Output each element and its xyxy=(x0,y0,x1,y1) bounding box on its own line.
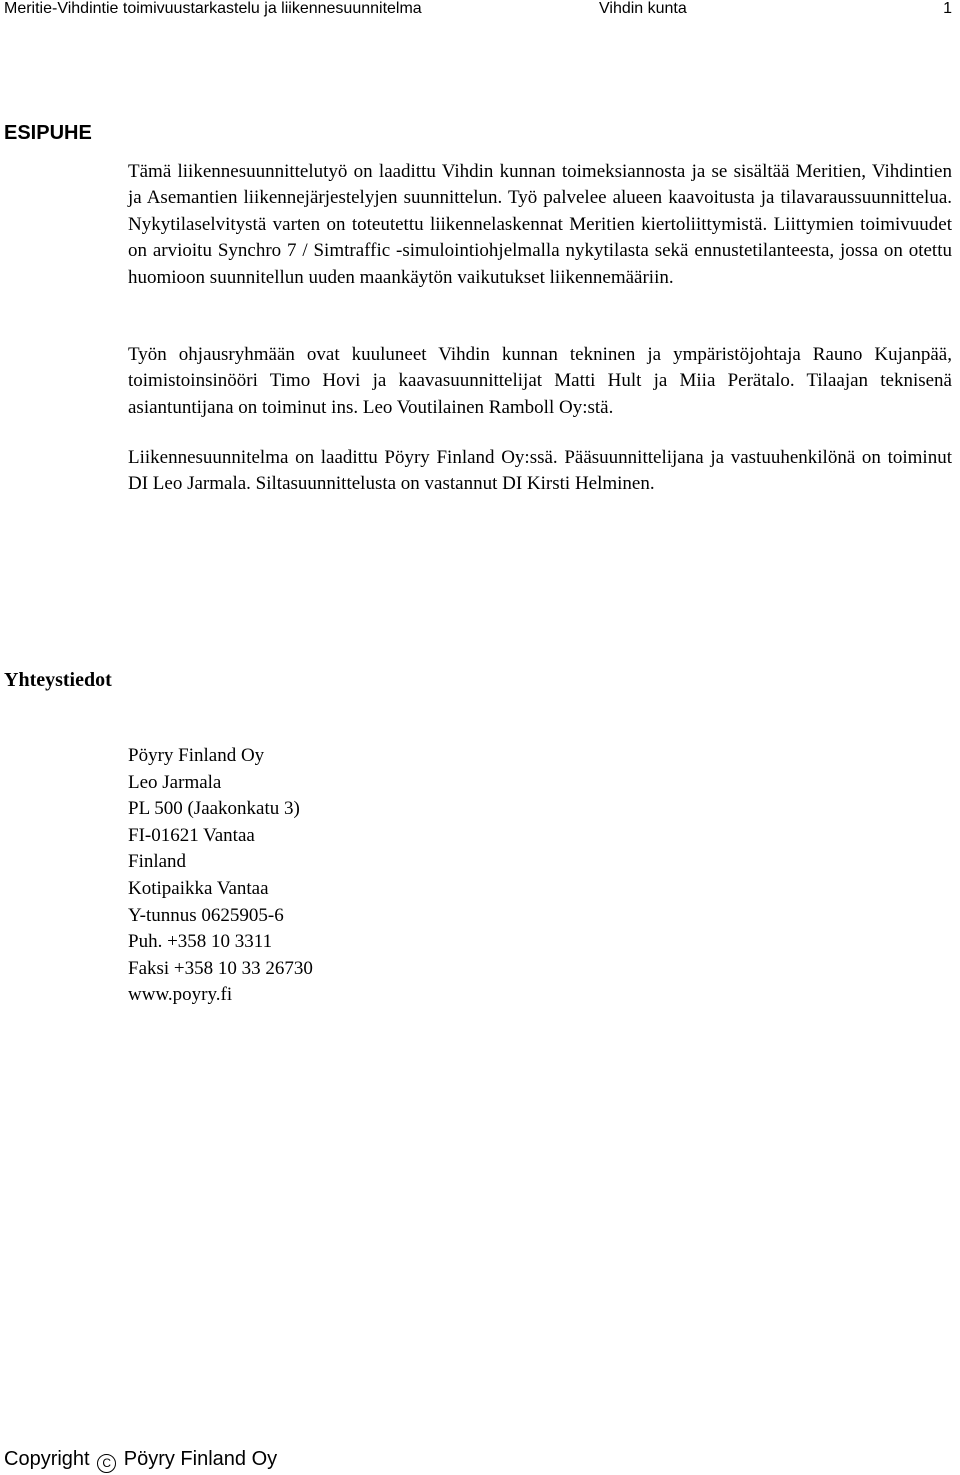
preface-paragraph-3: Liikennesuunnitelma on laadittu Pöyry Finland Oy:ssä. Pääsuunnittelijana ja vastuuhenkilönä on toiminut DI Leo Jarmala. Siltasuunnittelusta on vastannut DI Kirsti Helminen. xyxy=(128,447,952,495)
contact-person: Leo Jarmala xyxy=(128,771,222,793)
document-title: Meritie-Vihdintie toimivuustarkastelu ja liikennesuunnitelma xyxy=(4,0,422,17)
copyright-icon: C xyxy=(97,1454,116,1473)
contact-domicile: Kotipaikka Vantaa xyxy=(128,877,269,899)
contact-fax: Faksi +358 10 33 26730 xyxy=(128,957,313,979)
contact-details xyxy=(128,743,313,1009)
contacts-heading: Yhteystiedot xyxy=(4,669,112,691)
preface-paragraph-2: Työn ohjausryhmään ovat kuuluneet Vihdin kunnan tekninen ja ympäristöjohtaja Rauno Kujanpää, toimistoinsinööri Timo Hovi ja kaavasuunnittelijat Matti Hult ja Miia Perätalo. Tilaajan teknisenä asiantuntijana on toiminut ins. Leo Voutilainen Ramboll Oy:stä. xyxy=(128,344,952,418)
contact-company: Pöyry Finland Oy xyxy=(128,745,265,766)
contact-postal-address: PL 500 (Jaakonkatu 3) xyxy=(128,798,300,820)
preface-heading: ESIPUHE xyxy=(4,122,92,144)
copyright-holder: Pöyry Finland Oy xyxy=(123,1448,278,1470)
page-number: 1 xyxy=(943,0,952,17)
contact-phone: Puh. +358 10 3311 xyxy=(128,931,273,953)
contact-business-id: Y-tunnus 0625905-6 xyxy=(128,904,284,926)
contact-website: www.poyry.fi xyxy=(128,984,233,1006)
contact-country: Finland xyxy=(128,851,187,873)
contact-postal-code: FI-01621 Vantaa xyxy=(128,824,255,846)
page-footer xyxy=(4,1447,277,1473)
preface-paragraph-1: Tämä liikennesuunnittelutyö on laadittu Vihdin kunnan toimeksiannosta ja se sisältää Meritien, Vihdintien ja Asemantien liikennejärjestelyjen suunnittelun. Työ palvelee alueen kaavoitusta ja tilavaraussuunnittelua. Nykytilaselvitystä varten on toteutettu liikennelaskennat Meritien kiertoliittymistä. Liittymien toimivuudet on arvioitu Synchro 7 / Simtraffic -simulointiohjelmalla nykytilasta sekä ennustetilanteesta, jossa on otettu huomioon suunnitellun uuden maankäytön vaikutukset liikennemääriin. xyxy=(128,161,952,288)
organization-name: Vihdin kunta xyxy=(599,0,687,17)
copyright-label: Copyright xyxy=(4,1448,90,1470)
page-header xyxy=(0,0,960,20)
